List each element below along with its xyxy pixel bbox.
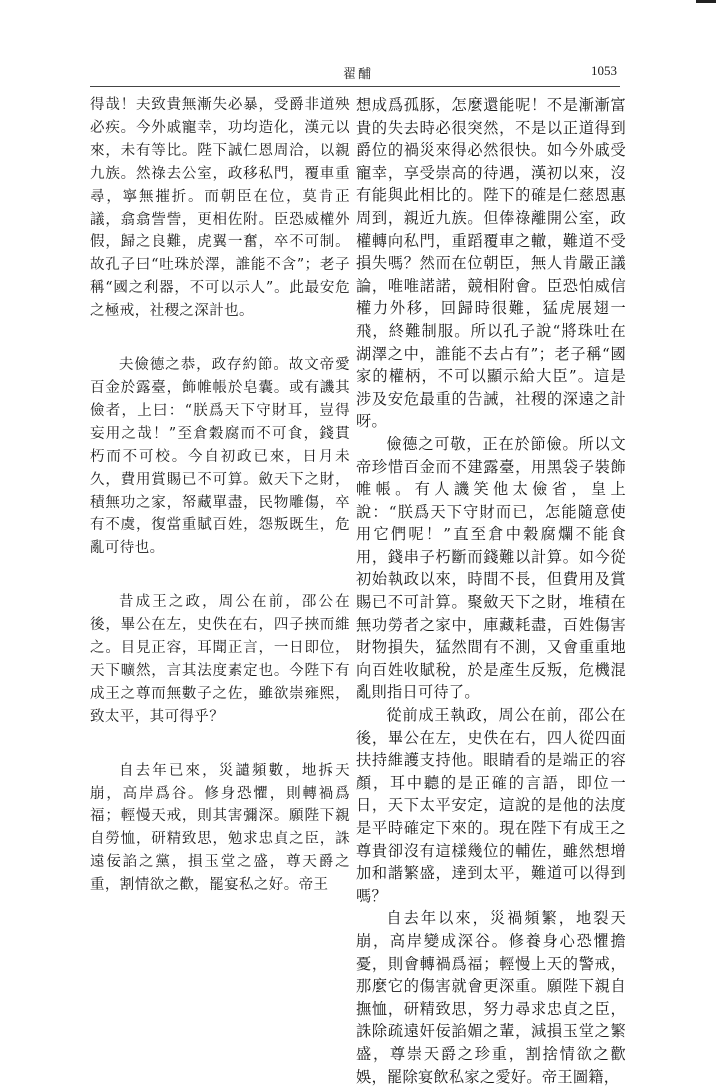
corner-mark (696, 0, 716, 3)
running-header (0, 63, 716, 85)
classical-paragraph-3: 昔成王之政，周公在前，邵公在後，畢公在左，史佚在右，四子挾而維之。目見正容，耳聞正言，一日即位，天下曠然，言其法度素定也。今陛下有成王之尊而無數子之佐，雖欲崇雍熙，致太平，其可得乎？ (90, 594, 350, 725)
translation-text-column (356, 94, 626, 1088)
running-title: 翟酺 (343, 67, 374, 82)
classical-paragraph-1: 得哉！夫致貴無漸失必暴，受爵非道殃必疾。今外戚寵幸，功均造化，漢元以來，未有等比。陛下誠仁恩周洽，以親九族。然祿去公室，政移私門，覆車重尋，寧無摧折。而朝臣在位，莫肯正議，翕翕訾訾，更相佐附。臣恐威權外假，歸之良難，虎翼一奮，卒不可制。故孔子曰“吐珠於澤，誰能不含”；老子稱“國之利器，不可以示人”。此最安危之極戒，社稷之深計也。 (90, 97, 350, 320)
translation-paragraph-4: 自去年以來，災禍頻繁，地裂天崩，高岸變成深谷。修養身心恐懼擔憂，則會轉禍爲福；輕慢上天的警戒，那麼它的傷害就會更深重。願陛下親自撫恤，研精致思，努力尋求忠貞之臣，誅除疏遠奸佞諂媚之輩，減損玉堂之繁盛，尊崇天爵之珍重，割捨情欲之歡娛，罷除宴飲私家之愛好。帝王圖籍， (356, 909, 626, 1086)
classical-paragraph-2: 夫儉德之恭，政存約節。故文帝愛百金於露臺，飾帷帳於皂囊。或有譏其儉者，上曰：“朕爲天下守財耳，豈得妄用之哉！”至倉穀腐而不可食，錢貫朽而不可校。今自初政已來，日月未久，費用賞賜已不可算。斂天下之財，積無功之家，帑藏單盡，民物雕傷，卒有不虞，復當重賦百姓，怨叛既生，危亂可待也。 (90, 357, 350, 557)
translation-paragraph-3: 從前成王執政，周公在前，邵公在後，畢公在左，史佚在右，四人從四面扶持維護支持他。眼睛看的是端正的容顏，耳中聽的是正確的言語，即位一日，天下太平安定，這說的是他的法度是平時確定下來的。現在陛下有成王之尊貴卻沒有這樣幾位的輔佐，雖然想增加和諧繁盛，達到太平，難道可以得到嗎？ (356, 706, 626, 905)
translation-paragraph-2: 儉德之可敬，正在於節儉。所以文帝珍惜百金而不建露臺，用黑袋子裝飾帷帳。有人譏笑他太儉省，皇上說：“朕爲天下守財而已，怎能隨意使用它們呢！”直至倉中穀腐爛不能食用，錢串子朽斷而錢難以計算。如今從初始執政以來，時間不長，但費用及賞賜已不可計算。聚斂天下之財，堆積在無功勞者之家中，庫藏耗盡，百姓傷害財物損失，猛然間有不測，又會重重地向百姓收賦稅，於是產生反叛，危機混亂則指日可待了。 (356, 434, 626, 702)
page-number: 1053 (591, 63, 617, 78)
header-rule (90, 86, 620, 87)
translation-paragraph-1: 想成爲孤豚，怎麼還能呢！不是漸漸富貴的失去時必很突然，不是以正道得到爵位的禍災來得必然很快。如今外戚受寵幸，享受崇高的待遇，漢初以來，沒有能與此相比的。陛下的確是仁慈恩惠周到，親近九族。但俸祿離開公室，政權轉向私門，重蹈覆車之轍，難道不受損失嗎？然而在位朝臣，無人肯嚴正議論，唯唯諾諾，競相附會。臣恐怕威信權力外移，回歸時很難，猛虎展翅一飛，終難制服。所以孔子說“將珠吐在湖澤之中，誰能不去占有”；老子稱“國家的權柄，不可以顯示給大臣”。這是涉及安危最重的告誡，社稷的深遠之計呀。 (356, 96, 626, 431)
classical-text-column (90, 94, 350, 897)
classical-paragraph-4: 自去年已來，災譴頻數，地拆天崩，高岸爲谷。修身恐懼，則轉禍爲福；輕慢天戒，則其害彌深。願陛下親自勞恤，研精致思，勉求忠貞之臣，誅遠佞諂之黨，損玉堂之盛，尊天爵之重，割情欲之歡，罷宴私之好。帝王 (90, 762, 350, 894)
